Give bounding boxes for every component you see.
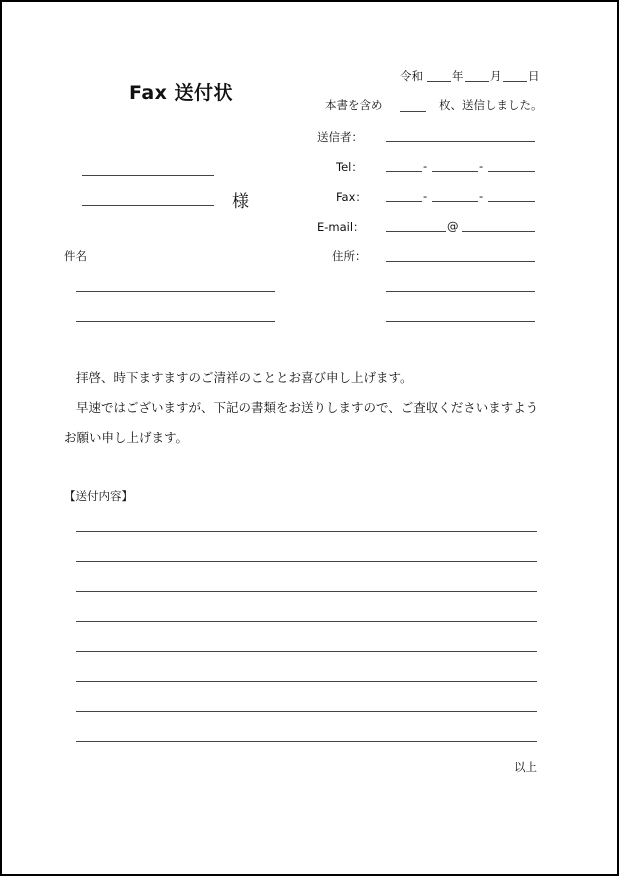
page-count-prefix: 本書を含め (325, 98, 383, 112)
date-month-label: 月 (490, 69, 502, 83)
contents-line[interactable] (76, 681, 537, 682)
recipient-honorific: 様 (232, 192, 249, 212)
address-label: 住所： (332, 249, 367, 263)
tel-label: Tel： (336, 160, 363, 174)
date-day-label: 日 (528, 69, 540, 83)
date-month-field[interactable] (465, 81, 489, 82)
closing-text: 以上 (514, 760, 537, 774)
contents-line[interactable] (76, 621, 537, 622)
greeting-line-2: 早速ではございますが、下記の書類をお送りしますので、ご査収くださいますよう (76, 400, 539, 415)
fax-field-1[interactable] (386, 201, 422, 202)
contents-line[interactable] (76, 531, 537, 532)
email-local-field[interactable] (386, 231, 446, 232)
contents-line[interactable] (76, 561, 537, 562)
email-domain-field[interactable] (462, 231, 535, 232)
contents-line[interactable] (76, 651, 537, 652)
sender-name-field[interactable] (386, 141, 535, 142)
tel-dash-2: - (479, 159, 484, 173)
fax-field-2[interactable] (432, 201, 478, 202)
fax-dash-2: - (479, 189, 484, 203)
contents-line[interactable] (76, 711, 537, 712)
tel-field-1[interactable] (386, 171, 422, 172)
tel-dash-1: - (423, 159, 428, 173)
tel-field-3[interactable] (488, 171, 535, 172)
page-count-suffix: 枚、送信しました。 (439, 98, 543, 112)
address-field-1[interactable] (386, 261, 535, 262)
tel-field-2[interactable] (432, 171, 478, 172)
greeting-line-3: お願い申し上げます。 (64, 430, 189, 445)
email-at-sign: @ (447, 219, 459, 233)
fax-label: Fax： (336, 190, 367, 204)
date-year-field[interactable] (427, 81, 451, 82)
page-title: Fax 送付状 (129, 82, 234, 104)
date-era: 令和 (400, 69, 423, 83)
address-field-2[interactable] (386, 291, 535, 292)
subject-field-2[interactable] (76, 321, 275, 322)
date-year-label: 年 (452, 69, 464, 83)
email-label: E-mail： (317, 220, 365, 234)
subject-field-1[interactable] (76, 291, 275, 292)
address-field-3[interactable] (386, 321, 535, 322)
fax-field-3[interactable] (488, 201, 535, 202)
greeting-line-1: 拝啓、時下ますますのご清祥のこととお喜び申し上げます。 (76, 370, 413, 385)
sender-label: 送信者： (317, 130, 363, 144)
contents-line[interactable] (76, 741, 537, 742)
date-day-field[interactable] (503, 81, 527, 82)
fax-dash-1: - (423, 189, 428, 203)
recipient-name-field[interactable] (82, 205, 214, 206)
contents-line[interactable] (76, 591, 537, 592)
contents-heading: 【送付内容】 (64, 489, 133, 503)
recipient-company-field[interactable] (82, 175, 214, 176)
page-count-field[interactable] (400, 111, 426, 112)
subject-label: 件名 (64, 249, 87, 263)
